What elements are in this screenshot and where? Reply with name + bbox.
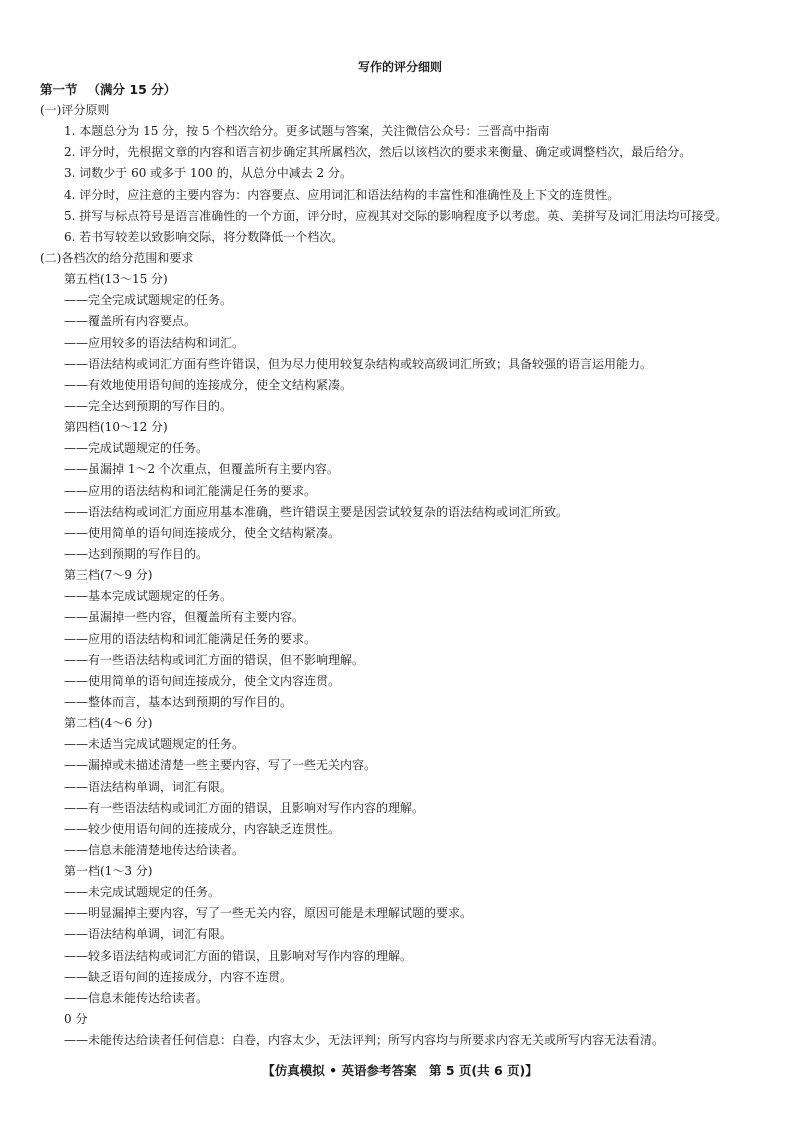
principle-item: 2. 评分时，先根据文章的内容和语言初步确定其所属档次，然后以该档次的要求来衡量、确定或调整档次，最后给分。 — [64, 145, 692, 160]
level-item: ——信息未能传达给读者。 — [64, 990, 209, 1005]
level-item: ——应用的语法结构和词汇能满足任务的要求。 — [64, 483, 317, 498]
level-item: ——明显漏掉主要内容，写了一些无关内容，原因可能是未理解试题的要求。 — [64, 906, 473, 921]
level-item: ——应用较多的语法结构和词汇。 — [64, 335, 245, 350]
level-name: 第二档(4～6 分) — [64, 716, 153, 731]
level-item: ——完全完成试题规定的任务。 — [64, 293, 233, 308]
level-item: ——有效地使用语句间的连接成分，使全文结构紧凑。 — [64, 377, 353, 392]
document-title: 写作的评分细则 — [357, 60, 442, 74]
level-item: ——基本完成试题规定的任务。 — [64, 589, 233, 604]
level-item: ——信息未能清楚地传达给读者。 — [64, 842, 245, 857]
level-item: ——语法结构或词汇方面有些许错误，但为尽力使用较复杂结构或较高级词汇所致；具备较强的语言运用能力。 — [64, 356, 653, 371]
level-item: ——语法结构单调，词汇有限。 — [64, 927, 233, 942]
level-item: ——较多语法结构或词汇方面的错误，且影响对写作内容的理解。 — [64, 948, 413, 963]
level-item: ——使用简单的语句间连接成分，使全文内容连贯。 — [64, 673, 341, 688]
section-heading — [40, 80, 176, 98]
levels-heading: (二)各档次的给分范围和要求 — [40, 250, 194, 265]
principle-item: 1. 本题总分为 15 分，按 5 个档次给分。更多试题与答案，关注微信公众号：三晋高中指南 — [64, 124, 550, 139]
level-item: ——完成试题规定的任务。 — [64, 441, 209, 456]
principle-item: 4. 评分时，应注意的主要内容为：内容要点、应用词汇和语法结构的丰富性和准确性及上下文的连贯性。 — [64, 187, 620, 202]
rubric-content — [40, 100, 760, 1051]
level-item: ——使用简单的语句间连接成分，使全文结构紧凑。 — [64, 525, 341, 540]
level-name: 第一档(1～3 分) — [64, 864, 153, 879]
principle-item: 3. 词数少于 60 或多于 100 的，从总分中减去 2 分。 — [64, 166, 352, 181]
principle-item: 6. 若书写较差以致影响交际，将分数降低一个档次。 — [64, 229, 344, 244]
level-item: ——未适当完成试题规定的任务。 — [64, 737, 245, 752]
section-name: 第一节 — [40, 82, 78, 97]
level-item: ——未能传达给读者任何信息：白卷，内容太少，无法评判；所写内容均与所要求内容无关或所写内容无法看清。 — [64, 1033, 665, 1048]
principle-item: 5. 拼写与标点符号是语言准确性的一个方面，评分时，应视其对交际的影响程度予以考虑。英、美拼写及词汇用法均可接受。 — [64, 208, 728, 223]
level-item: ——应用的语法结构和词汇能满足任务的要求。 — [64, 631, 317, 646]
level-item: ——有一些语法结构或词汇方面的错误，且影响对写作内容的理解。 — [64, 800, 425, 815]
level-name: 第五档(13～15 分) — [64, 272, 168, 287]
level-item: ——覆盖所有内容要点。 — [64, 314, 197, 329]
level-item: ——虽漏掉 1～2 个次重点，但覆盖所有主要内容。 — [64, 462, 339, 477]
page-footer: 【仿真模拟 • 英语参考答案 第 5 页(共 6 页)】 — [262, 1063, 538, 1078]
level-item: ——整体而言，基本达到预期的写作目的。 — [64, 694, 293, 709]
level-item: ——完全达到预期的写作目的。 — [64, 398, 233, 413]
level-item: ——语法结构单调，词汇有限。 — [64, 779, 233, 794]
section-score: （满分 15 分） — [87, 82, 177, 97]
level-name: 0 分 — [64, 1012, 88, 1027]
level-item: ——未完成试题规定的任务。 — [64, 885, 221, 900]
level-item: ——语法结构或词汇方面应用基本准确，些许错误主要是因尝试较复杂的语法结构或词汇所致。 — [64, 504, 569, 519]
level-item: ——缺乏语句间的连接成分，内容不连贯。 — [64, 969, 293, 984]
principles-heading: (一)评分原则 — [40, 103, 110, 117]
level-item: ——较少使用语句间的连接成分，内容缺乏连贯性。 — [64, 821, 341, 836]
level-item: ——虽漏掉一些内容，但覆盖所有主要内容。 — [64, 610, 305, 625]
level-item: ——漏掉或未描述清楚一些主要内容，写了一些无关内容。 — [64, 758, 377, 773]
level-item: ——有一些语法结构或词汇方面的错误，但不影响理解。 — [64, 652, 365, 667]
level-name: 第四档(10～12 分) — [64, 420, 168, 435]
level-name: 第三档(7～9 分) — [64, 568, 153, 583]
level-item: ——达到预期的写作目的。 — [64, 546, 209, 561]
